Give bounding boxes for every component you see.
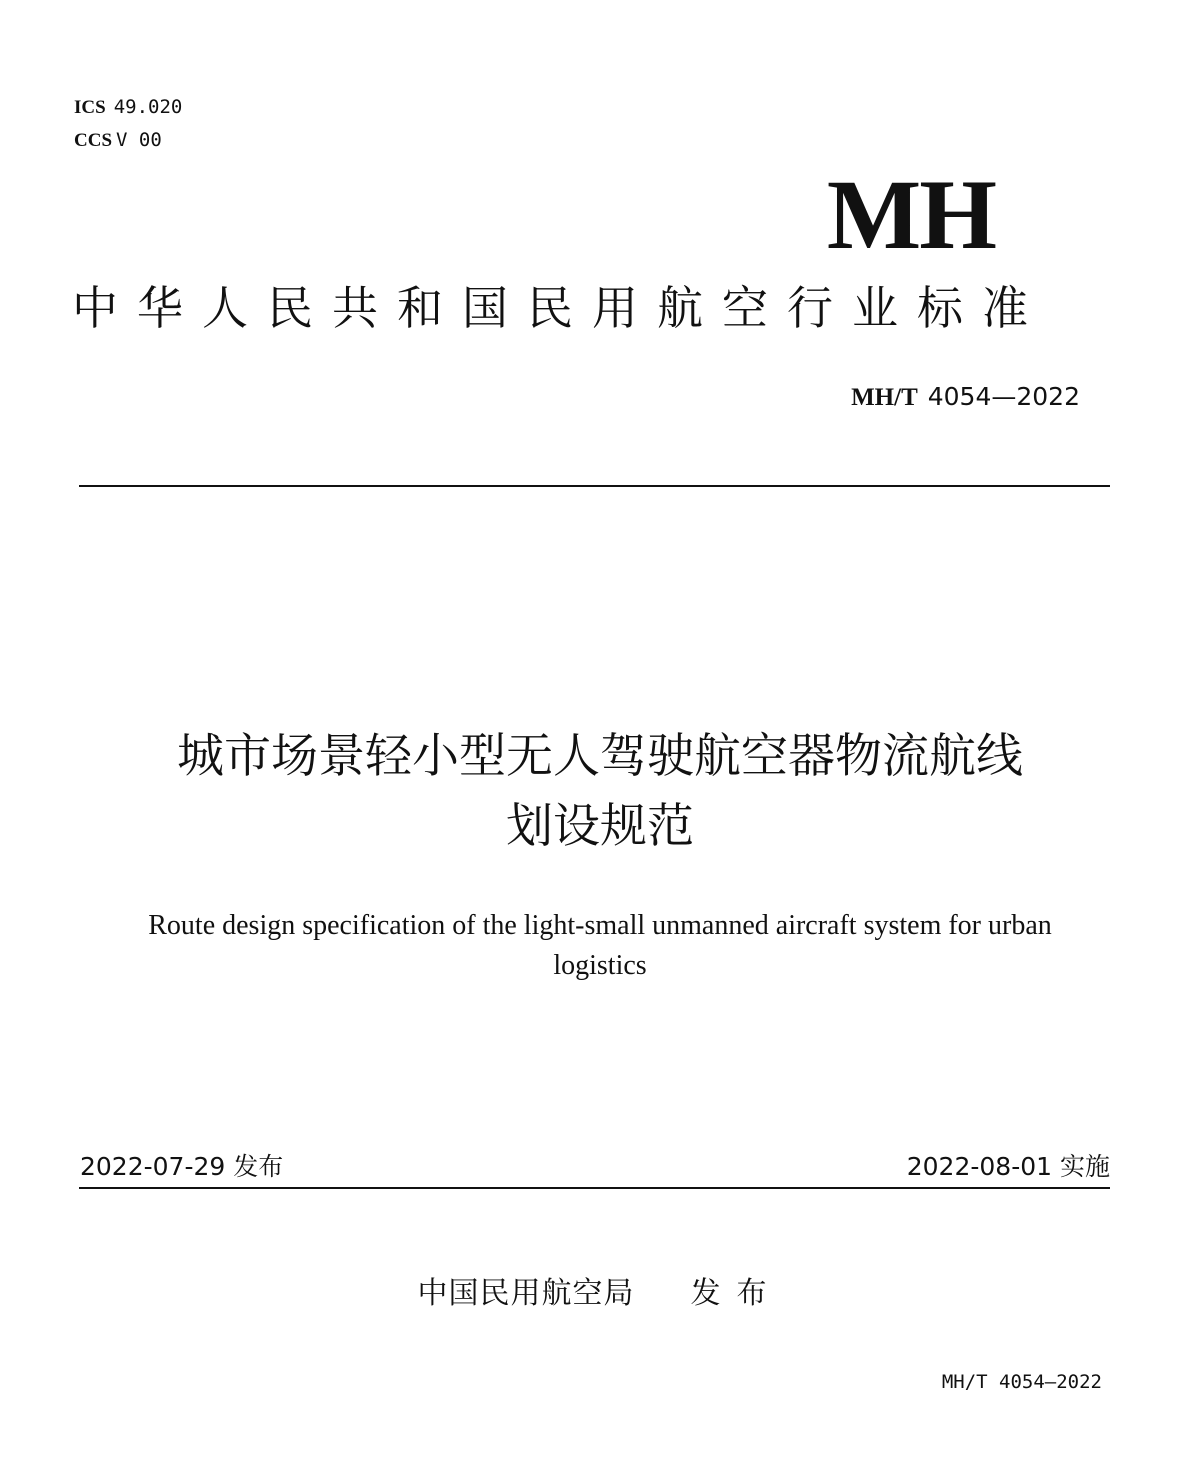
ics-value: 49.020	[113, 96, 183, 118]
standard-number-value: 4054—2022	[927, 382, 1080, 411]
ccs-label: CCS	[74, 130, 113, 151]
standard-category: 中华人民共和国民用航空行业标准	[72, 281, 1047, 335]
ccs-value: V 00	[116, 129, 162, 151]
publish-date: 2022-07-29 发布	[80, 1152, 284, 1181]
ccs-classification	[74, 128, 162, 153]
standard-number-prefix: MH/T	[851, 384, 918, 411]
title-chinese-line-2: 划设规范	[506, 799, 694, 854]
title-chinese-line-1: 城市场景轻小型无人驾驶航空器物流航线	[177, 729, 1023, 784]
publisher-name: 中国民用航空局	[417, 1276, 635, 1311]
bottom-divider	[79, 1187, 1110, 1189]
title-english-line-2: logistics	[553, 950, 647, 981]
title-english-line-1: Route design specification of the light-small unmanned aircraft system for urban	[148, 910, 1052, 941]
title-chinese	[60, 722, 1140, 862]
industry-mark: MH	[826, 159, 996, 270]
footer-standard-number: MH/T 4054—2022	[941, 1371, 1102, 1393]
ics-classification	[74, 95, 182, 120]
standard-number	[700, 380, 1080, 415]
top-divider	[79, 485, 1110, 487]
ics-label: ICS	[74, 97, 106, 118]
publisher-action: 发布	[690, 1276, 783, 1311]
title-english	[60, 906, 1140, 986]
publisher	[0, 1274, 1200, 1314]
implementation-date: 2022-08-01 实施	[906, 1152, 1110, 1181]
